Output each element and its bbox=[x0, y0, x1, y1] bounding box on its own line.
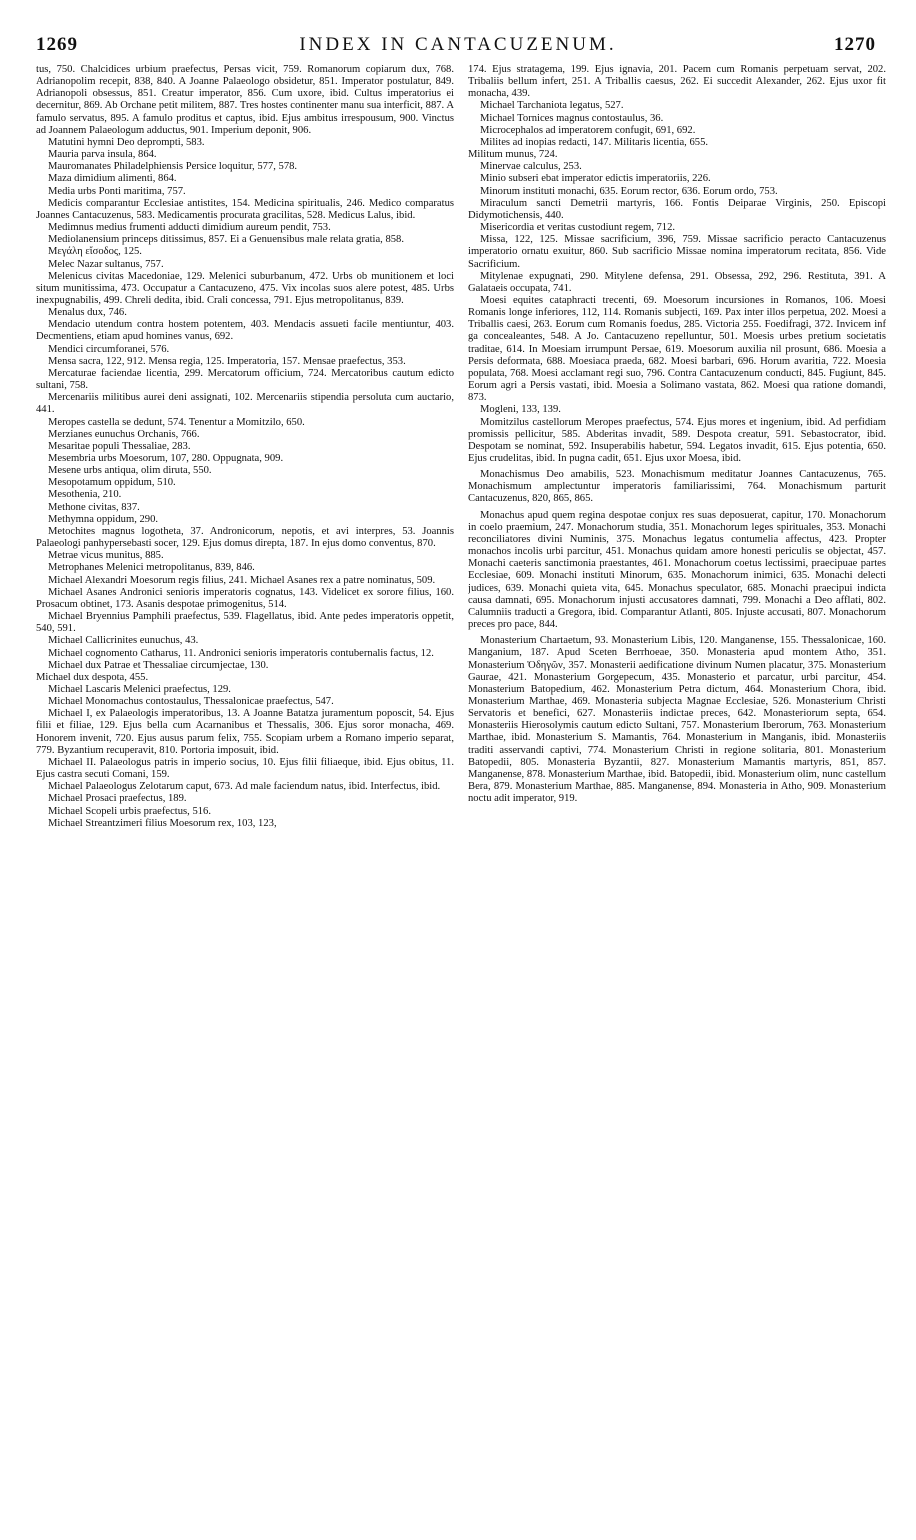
index-entry: Michael I, ex Palaeologis imperatoribus, 13. A Joanne Batatza juramentum poposcit, 54. Ejus filii et filiae, 129. Ejus bella cum Acarnanibus et Thessalis, 306. Ejus soror monacha, 469. Honorem invenit, 720. Ejus ausus parum felix, 755. Scopiam urbem a Romano imperio separat, 779. Byzantium recuperavit, 810. Portoria imposuit, ibid. bbox=[36, 708, 454, 756]
index-entry: Michael Tornices magnus contostaulus, 36. bbox=[480, 112, 664, 124]
index-entry: 174. Ejus stratagema, 199. Ejus ignavia, 201. Pacem cum Romanis perpetuam servat, 202. Tribaliis bellum infert, 251. A Triballis caesus, 262. Ei succedit Alexander, 262. Ejus uxor fit monacha, 439. bbox=[468, 64, 886, 100]
index-entry: Melec Nazar sultanus, 757. bbox=[48, 258, 164, 270]
index-entry: Mesene urbs antiqua, olim diruta, 550. bbox=[48, 465, 212, 477]
index-entry: Minervae calculus, 253. bbox=[480, 161, 582, 173]
index-entry: Meropes castella se dedunt, 574. Tenentur a Momitzilo, 650. bbox=[48, 416, 305, 428]
index-entry: tus, 750. Chalcidices urbium praefectus, Persas vicit, 759. Romanorum copiarum dux, 768. Adrianopolim recepit, 838, 840. A Joanne Palaeologo obsidetur, 851. Imperator postulatur, 849. Adrianopoli obsessus, 851. Creatur imperator, 856. Cum uxore, ibid. Cultus imperatorius ei decernitur, 869. Ab Orchane petit militem, 887. Tres hostes continenter manu sua interficit, 887. A famulo servatus, 895. A famulo proditus et captus, ibid. Ejus ambitus irrespousum, 900. Vinctus ad Joannem Palaeologum adductus, 901. Imperium deponit, 906. bbox=[36, 64, 454, 136]
index-entry: Merzianes eunuchus Orchanis, 766. bbox=[48, 428, 200, 440]
index-entry: Μεγάλη εἴσοδος, 125. bbox=[48, 246, 142, 258]
index-entry: Mogleni, 133, 139. bbox=[480, 404, 561, 416]
index-entry: Michael Palaeologus Zelotarum caput, 673. Ad male faciendum natus, ibid. Interfectus, ibid. bbox=[48, 781, 441, 793]
index-entry: Melenicus civitas Macedoniae, 129. Melenici suburbanum, 472. Urbs ob munitionem et loci situm munitissima, 473. Occupatur a Cantacuzeno, 475. Vix incolas suos alere potest, 485. Urbs inexpugnabilis, 499. Chreli dedita, ibid. Crali concessa, 791. Ejus metropolitanus, 839. bbox=[36, 270, 454, 306]
index-entry: Michael dux Patrae et Thessaliae circumjectae, 130. bbox=[48, 659, 269, 671]
index-entry: Michael Monomachus contostaulus, Thessalonicae praefectus, 547. bbox=[48, 696, 334, 708]
index-entry: Mensa sacra, 122, 912. Mensa regia, 125. Imperatoria, 157. Mensae praefectus, 353. bbox=[48, 355, 406, 367]
index-entry: Matutini hymni Deo deprompti, 583. bbox=[48, 136, 205, 148]
index-entry: Mesembria urbs Moesorum, 107, 280. Oppugnata, 909. bbox=[48, 453, 284, 464]
index-entry: Monasterium Chartaetum, 93. Monasterium Libis, 120. Manganense, 155. Thessalonicae, 160. Manganium, 187. Apud Sceten Berrhoeae, 350. Monasteria apud montem Atho, 351. Monasterium Ὁδηγῶν, 357. Monasterii aedificatione divinum Numen placatur, 375. Monasterium Gaurae, 421. Monasterium Gorgepecum, 435. Monasterio et parcatur, urbi parcitur, 454. Monasterium Batopedium, 462. Monasterium Petra dictum, 464. Monasterium Chora, ibid. Monasterium Marthae, 469. Monasteria subjecta Magnae Ecclesiae, 526. Monasterium Christi Servatoris et benefici, 627. Monasteriis indictae preces, 642. Monasteriorum septa, 654. Monasteriis Hierosolymis cautum edicto Sultani, 757. Monasterium Iberorum, 763. Monasterium Marthae, ibid. Monasterium S. Mamantis, 764. Monasterium in Manganis, ibid. Monasteriis traditi asservandi captivi, 774. Monasterium Christi in regione solitaria, 801. Monasterium Batopedii, 805. Monasteria Byzantii, 827. Monasterium Mamantis martyris, 851, 857. Manganense, 878. Monasterium Marthae, ibid. Batopedii, ibid. Monasterium olim, nunc castellum Bera, 879. Monasterium Marthae, 885. Manganense, 894. Monasteria in Atho, 909. Monasterium noctu adit imperator, 919. bbox=[468, 635, 886, 805]
index-entry: Michael II. Palaeologus patris in imperio socius, 10. Ejus filii filiaeque, ibid. Ejus obitus, 11. Ejus castra secuti Comani, 159. bbox=[36, 756, 454, 781]
page-number-right: 1270 bbox=[834, 34, 876, 55]
index-entry: Mesothenia, 210. bbox=[48, 489, 122, 501]
index-entry: Milites ad inopias redacti, 147. Militaris licentia, 655. bbox=[480, 136, 709, 148]
index-entry: Menalus dux, 746. bbox=[48, 307, 127, 319]
index-entry: Mauria parva insula, 864. bbox=[48, 149, 157, 161]
index-entry: Mitylenae expugnati, 290. Mitylene defensa, 291. Obsessa, 292, 296. Restituta, 391. A Galataeis occupata, 741. bbox=[468, 270, 886, 294]
index-entry: Minorum instituti monachi, 635. Eorum rector, 636. Eorum ordo, 753. bbox=[480, 185, 778, 197]
index-entry: Maza dimidium alimenti, 864. bbox=[48, 173, 177, 185]
index-column-right bbox=[468, 64, 886, 1474]
index-entry: Mesaritae populi Thessaliae, 283. bbox=[48, 440, 191, 452]
index-entry: Methone civitas, 837. bbox=[48, 501, 140, 513]
index-entry: Militum munus, 724. bbox=[468, 149, 558, 161]
index-entry: Michael Prosaci praefectus, 189. bbox=[48, 793, 187, 805]
index-entry: Michael Streantzimeri filius Moesorum rex, 103, 123, bbox=[48, 817, 277, 829]
index-entry: Metrae vicus munitus, 885. bbox=[48, 550, 164, 562]
index-entry: Medimnus medius frumenti adducti dimidium aureum pendit, 753. bbox=[48, 222, 331, 234]
index-entry: Microcephalos ad imperatorem confugit, 691, 692. bbox=[480, 124, 696, 136]
index-entry: Michael Asanes Andronici senioris imperatoris cognatus, 143. Videlicet ex sorore filius, 160. Prosacum obtinet, 173. Asanis despotae primogenitus, 514. bbox=[36, 586, 454, 610]
index-entry: Michael Bryennius Pamphili praefectus, 539. Flagellatus, ibid. Ante pedes imperatoris oppetit, 540, 591. bbox=[36, 611, 454, 635]
index-entry: Monachus apud quem regina despotae conjux res suas deposuerat, capitur, 170. Monachorum in coelo praemium, 247. Monachorum studia, 351. Monachorum leges spirituales, 353. Monachi reconciliatores divini Numinis, 375. Monachus legatus contumelia affectus, 423. Propter monachos incolis urbi parcitur, 451. Monachus quidam amore honesti periculis se objectat, 457. Monachi caeteris sanctimonia praestantes, 461. Monachorum coetus lectissimi, praecipuae partes Ecclesiae, 609. Monachi instituti Minorum, 635. Monachorum inimici, 635. Monachi delecti judices, 639. Monachi quieta vita, 645. Monachus speculator, 685. Monachi praecipui indicta causa damnati, 695. Monachorum injusti accusatores damnati, 799. Monachi a Deo afflati, 802. Calumniis traducti a Gregora, ibid. Comparantur Atlanti, 805. Injuste accusati, 807. Monachorum preces pro pace, 844. bbox=[468, 509, 886, 631]
index-entry: Mercenariis militibus aurei deni assignati, 102. Mercenariis stipendia persoluta cum auctario, 441. bbox=[36, 392, 454, 416]
index-entry: Methymna oppidum, 290. bbox=[48, 513, 159, 525]
index-entry: Media urbs Ponti maritima, 757. bbox=[48, 185, 186, 197]
index-entry: Mediolanensium princeps ditissimus, 857. Ei a Genuensibus male relata gratia, 858. bbox=[48, 234, 404, 246]
running-title: INDEX IN CANTACUZENUM. bbox=[299, 34, 617, 55]
index-entry: Metochites magnus logotheta, 37. Andronicorum, nepotis, et avi interpres, 53. Joannis Palaeologi panhypersebasti socer, 129. Ejus domus direpta, 187. In ejus domo conventus, 870. bbox=[36, 525, 454, 550]
page-number-left: 1269 bbox=[36, 34, 78, 55]
index-entry: Michael Alexandri Moesorum regis filius, 241. Michael Asanes rex a patre nominatus, 509. bbox=[48, 574, 436, 586]
index-entry: Minio subseri ebat imperator edictis imperatoriis, 226. bbox=[480, 173, 711, 185]
index-entry: Michael Lascaris Melenici praefectus, 129. bbox=[48, 683, 231, 695]
index-entry: Mercaturae faciendae licentia, 299. Mercatorum officium, 724. Mercatoribus cautum edicto sultani, 758. bbox=[36, 367, 454, 392]
page-header bbox=[0, 34, 916, 62]
index-entry: Moesi equites cataphracti trecenti, 69. Moesorum incursiones in Romanos, 106. Moesi Romanis longe inferiores, 112, 114. Romanis subjecti, 169. Pax inter illos perpetua, 202. Moesi a Triballis caesi, 263. Eorum cum Romanis foedus, 285. Victoria 255. Foedifragi, 372. Invicem inf ga concealeantes, 548. A Jo. Cantacuzeno repelluntur, 501. Moesis urbes pretium societatis traditae, 614. In Moesiam irrumpunt Persae, 619. Moesorum auxilia nil prosunt, 686. Moesia a Persis deformata, 688. Moesiaca praeda, 682. Moesi barbari, 696. Horum avaritia, 722. Moesia populata, 768. Moesi acclamant regi suo, 796. Contra Cantacuzenum conducti, 845. Fugiunt, 845. Eorum agri a Persis vastati, ibid. Moesia a Solimano vastata, 862. Moesi qua ratione domandi, 873. bbox=[468, 294, 886, 404]
index-entry: Mendacio utendum contra hostem potentem, 403. Mendacis assueti facile mentiuntur, 403. Decmentiens, etiam apud homines vanus, 692. bbox=[36, 319, 454, 343]
index-entry: Michael Tarchaniota legatus, 527. bbox=[480, 100, 624, 112]
index-entry: Miraculum sancti Demetrii martyris, 166. Fontis Deiparae Virginis, 250. Episcopi Didymotichensis, 440. bbox=[468, 197, 886, 221]
index-entry: Misericordia et veritas custodiunt regem, 712. bbox=[480, 222, 676, 234]
index-entry: Medicis comparantur Ecclesiae antistites, 154. Medicina spiritualis, 246. Medico comparatus Joannes Cantacuzenus, 583. Medicamentis procurata gracilitas, 528. Medicus Lalus, ibid. bbox=[36, 197, 454, 221]
index-column-left bbox=[36, 64, 454, 1474]
index-entry: Mendici circumforanei, 576. bbox=[48, 343, 170, 355]
index-entry: Missa, 122, 125. Missae sacrificium, 396, 759. Missae sacrificio peracto Cantacuzenus imperatorio ornatu exuitur, 860. Sub sacrificio Missae nomina imperatorum recitata, 856. Vide Sacrificium. bbox=[468, 234, 886, 270]
index-entry: Michael Scopeli urbis praefectus, 516. bbox=[48, 805, 211, 817]
index-entry: Michael Callicrinites eunuchus, 43. bbox=[48, 635, 199, 647]
index-entry: Metrophanes Melenici metropolitanus, 839, 846. bbox=[48, 562, 255, 574]
index-entry: Mauromanates Philadelphiensis Persice loquitur, 577, 578. bbox=[48, 161, 298, 173]
index-entry: Mesopotamum oppidum, 510. bbox=[48, 477, 176, 489]
index-entry: Momitzilus castellorum Meropes praefectus, 574. Ejus mores et ingenium, ibid. Ad perfidiam promissis pellicitur, 585. Abderitas invadit, 589. Despota creatur, 591. Sebastocrator, ibid. Despotam se nominat, 592. Insuperabilis habetur, 594. Legatos invadit, 615. Ejus potentia, 650. Ejus crudelitas, ibid. In pugna cadit, 651. Ejus uxor Moesa, ibid. bbox=[468, 416, 886, 464]
index-entry: Michael dux despota, 455. bbox=[36, 671, 149, 683]
index-entry: Monachismus Deo amabilis, 523. Monachismum meditatur Joannes Cantacuzenus, 765. Monachismum amplectuntur imperatoris familiarissimi, 764. Monachismum parturit Cantacuzenus, 820, 865, 865. bbox=[468, 469, 886, 505]
index-entry: Michael cognomento Catharus, 11. Andronici senioris imperatoris contubernalis factus, 12. bbox=[48, 647, 434, 659]
